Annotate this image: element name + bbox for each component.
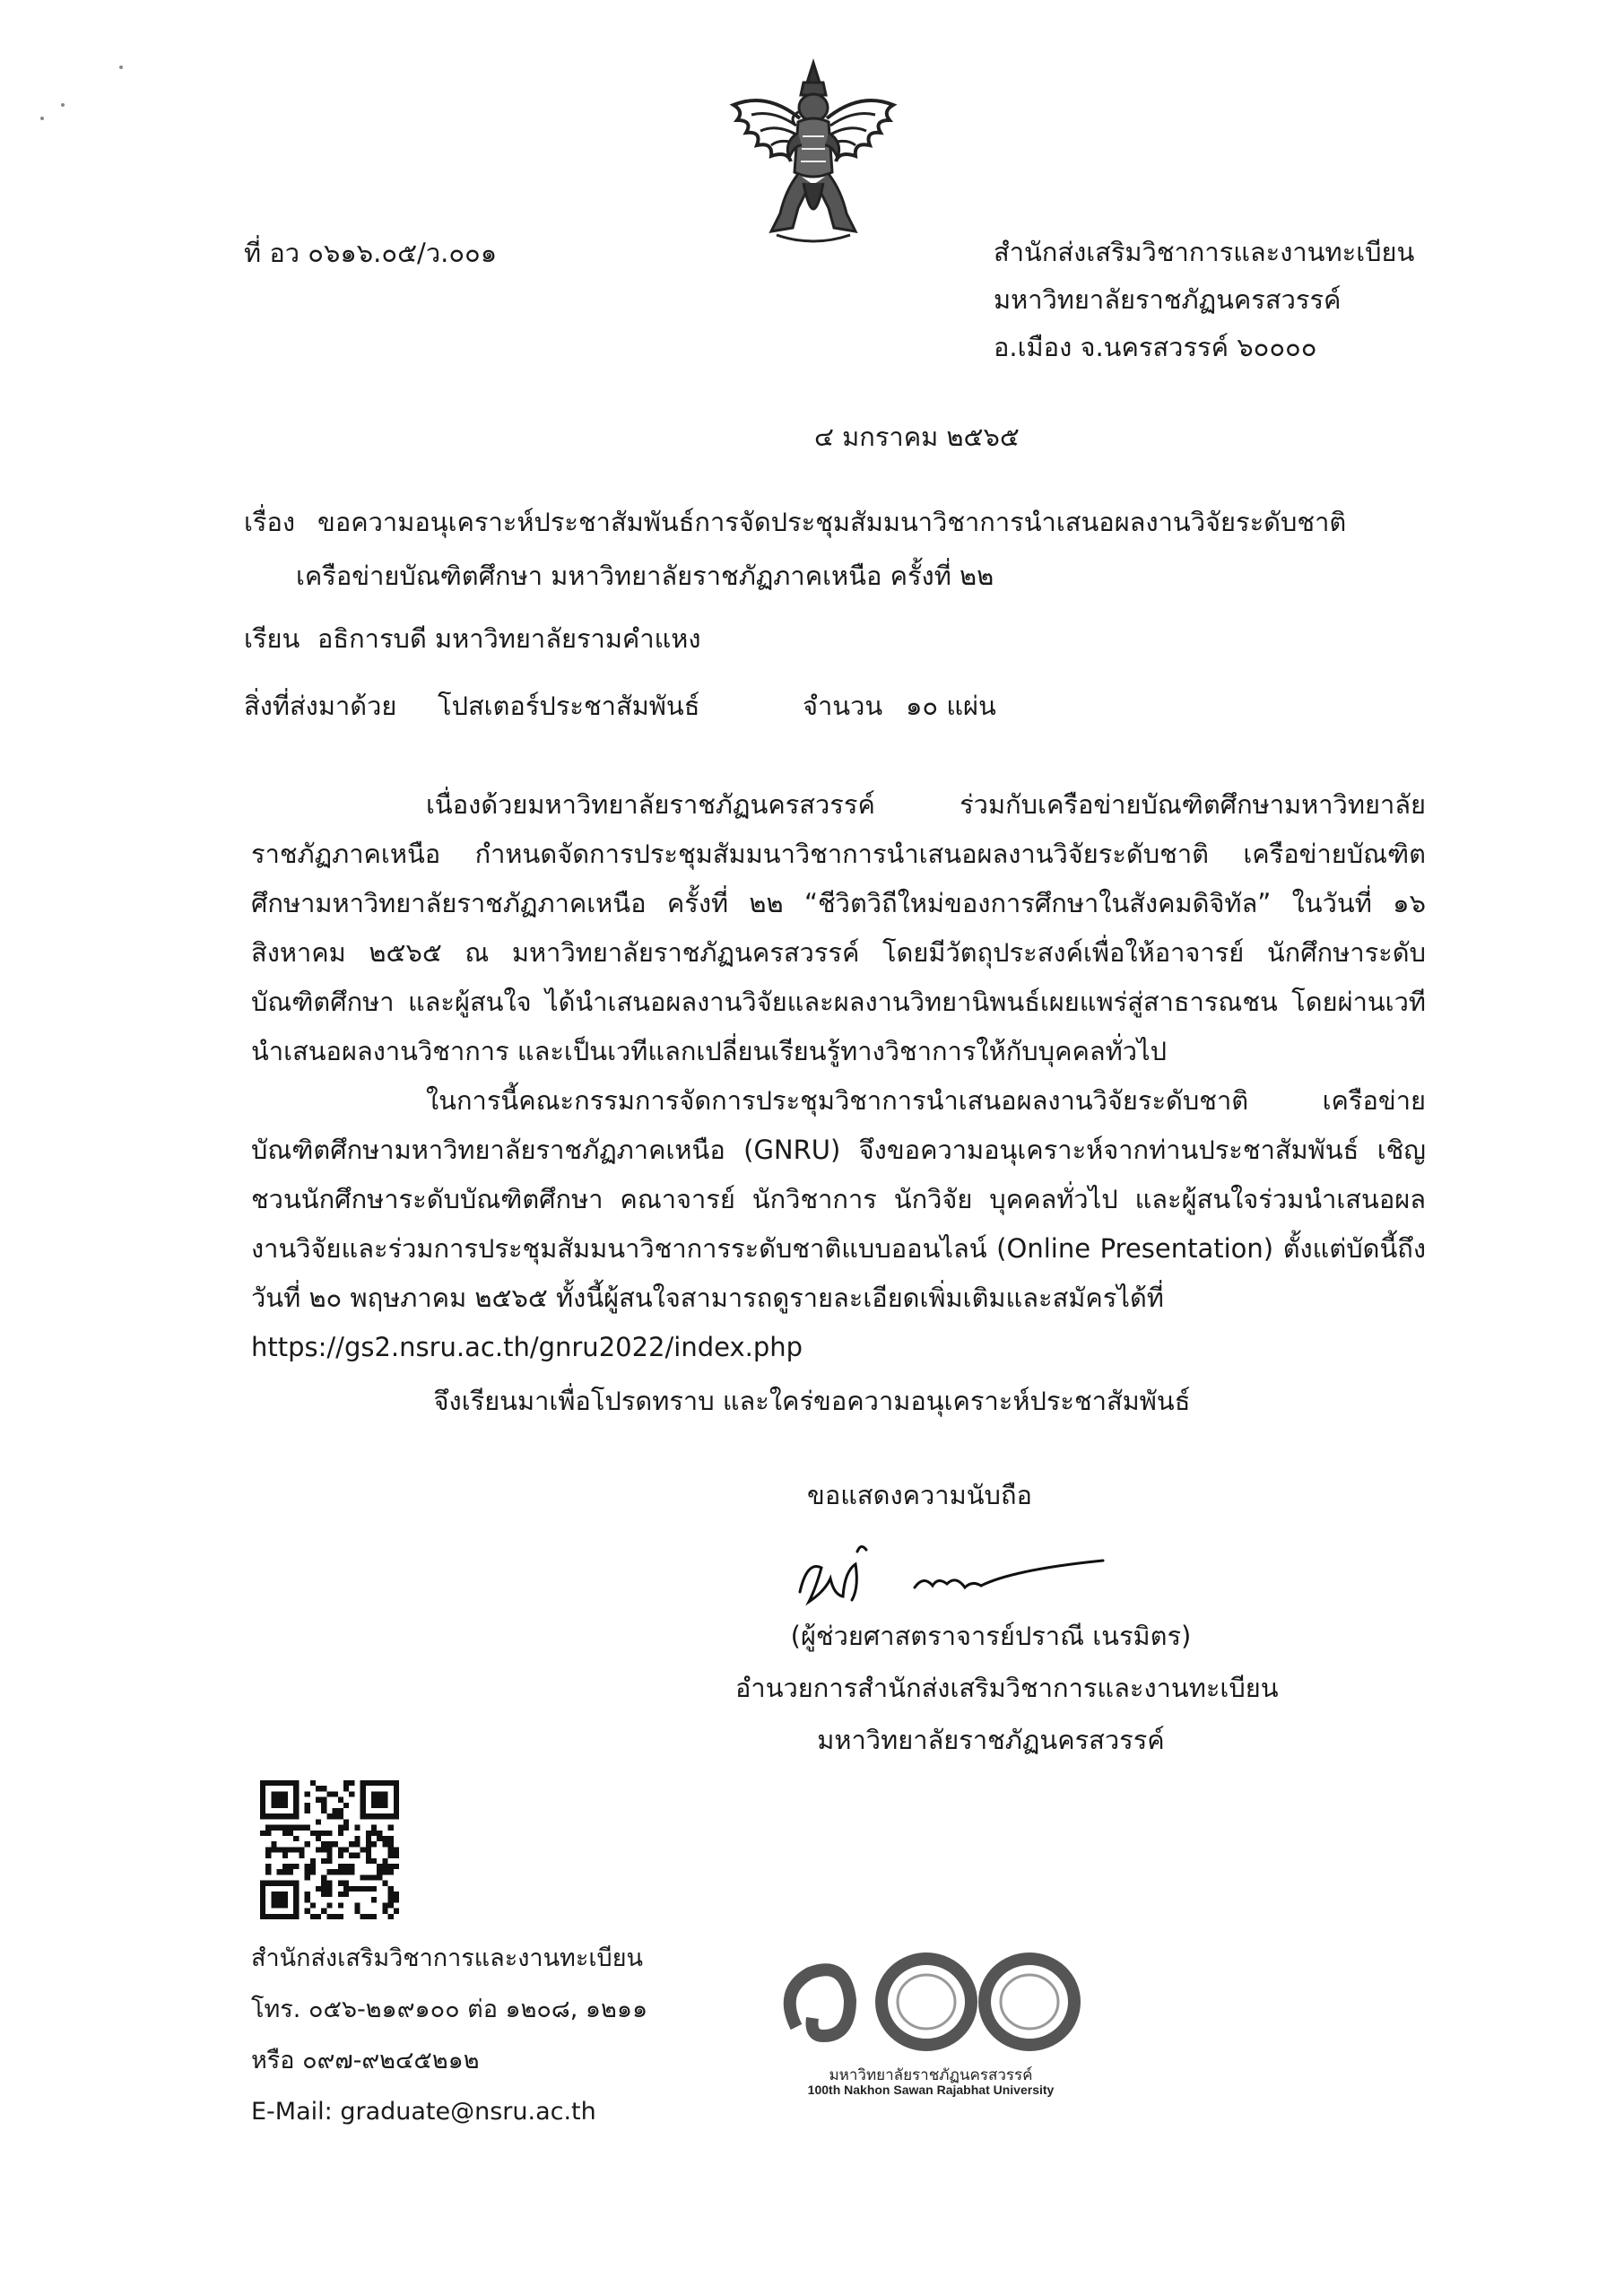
- subject-line-1: ขอความอนุเคราะห์ประชาสัมพันธ์การจัดประชุมสัมมนาวิชาการนำเสนอผลงานวิจัยระดับชาติ: [317, 507, 1347, 537]
- enclosure-count: ๑๐ แผ่น: [906, 691, 996, 721]
- enclosure-value: โปสเตอร์ประชาสัมพันธ์: [438, 691, 700, 721]
- body-paragraph-2: ในการนี้คณะกรรมการจัดการประชุมวิชาการนำเสนอผลงานวิจัยระดับชาติ เครือข่ายบัณฑิตศึกษามหาวิทยาลัยราชภัฏภาคเหนือ (GNRU) จึงขอความอนุเคราะห์จากท่านประชาสัมพันธ์ เชิญชวนนักศึกษาระดับบัณฑิตศึกษา คณาจารย์ นักวิชาการ นักวิจัย บุคคลทั่วไป และผู้สนใจร่วมนำเสนอผลงานวิจัยและร่วมการประชุมสัมมนาวิชาการระดับชาติแบบออนไลน์ (Online Presentation) ตั้งแต่บัดนี้ถึงวันที่ ๒๐ พฤษภาคม ๒๕๖๕ ทั้งนี้ผู้สนใจสามารถดูรายละเอียดเพิ่มเติมและสมัครได้ที่: [251, 1085, 1426, 1313]
- contact-email[interactable]: E-Mail: graduate@nsru.ac.th: [251, 2098, 596, 2126]
- office-line: สำนักส่งเสริมวิชาการและงานทะเบียน: [994, 237, 1415, 267]
- office-line: อ.เมือง จ.นครสวรรค์ ๖๐๐๐๐: [994, 332, 1317, 362]
- regards-text: ขอแสดงความนับถือ: [807, 1480, 1032, 1510]
- body-paragraph-1: เนื่องด้วยมหาวิทยาลัยราชภัฏนครสวรรค์ ร่วมกับเครือข่ายบัณฑิตศึกษามหาวิทยาลัยราชภัฏภาคเหนือ กำหนดจัดการประชุมสัมมนาวิชาการนำเสนอผลงานวิจัยระดับชาติ เครือข่ายบัณฑิตศึกษามหาวิทยาลัยราชภัฏภาคเหนือ ครั้งที่ ๒๒ “ชีวิตวิถีใหม่ของการศึกษาในสังคมดิจิทัล” ในวันที่ ๑๖ สิงหาคม ๒๕๖๕ ณ มหาวิทยาลัยราชภัฏนครสวรรค์ โดยมีวัตถุประสงค์เพื่อให้อาจารย์ นักศึกษาระดับบัณฑิตศึกษา และผู้สนใจ ได้นำเสนอผลงานวิจัยและผลงานวิทยานิพนธ์เผยแพร่สู่สาธารณชน โดยผ่านเวทีนำเสนอผลงานวิชาการ และเป็นเวทีแลกเปลี่ยนเรียนรู้ทางวิชาการให้กับบุคคลทั่วไป: [251, 789, 1426, 1066]
- signer-position: อำนวยการสำนักส่งเสริมวิชาการและงานทะเบียน: [735, 1673, 1279, 1703]
- closing-sentence: จึงเรียนมาเพื่อโปรดทราบ และใคร่ขอความอนุเคราะห์ประชาสัมพันธ์: [433, 1386, 1191, 1416]
- enclosure-count-label: จำนวน: [803, 691, 883, 721]
- sender-office-address: [994, 229, 1414, 371]
- registration-link[interactable]: https://gs2.nsru.ac.th/gnru2022/index.php: [251, 1332, 803, 1362]
- enclosure-label: สิ่งที่ส่งมาด้วย: [244, 691, 397, 721]
- signer-name: (ผู้ช่วยศาสตราจารย์ปราณี เนรมิตร): [790, 1621, 1192, 1651]
- scan-speck: [119, 65, 123, 69]
- scan-speck: [40, 117, 44, 120]
- signer-block: [735, 1610, 1279, 1766]
- document-date: ๔ มกราคม ๒๕๖๕: [814, 422, 1020, 452]
- signer-organization: มหาวิทยาลัยราชภัฏนครสวรรค์: [817, 1725, 1165, 1755]
- office-line: มหาวิทยาลัยราชภัฏนครสวรรค์: [994, 284, 1342, 315]
- contact-block: [251, 1933, 647, 2137]
- recipient-value: อธิการบดี มหาวิทยาลัยรามคำแหง: [317, 623, 701, 654]
- anniversary-logo-english-name: 100th Nakhon Sawan Rajabhat University: [807, 2083, 1055, 2097]
- letter-body: [251, 780, 1426, 1372]
- contact-phone: โทร. ๐๕๖-๒๑๙๑๐๐ ต่อ ๑๒๐๘, ๑๒๑๑: [251, 1996, 648, 2023]
- document-ref-number: ที่ อว ๐๖๑๖.๐๕/ว.๐๐๑: [244, 238, 498, 268]
- contact-office: สำนักส่งเสริมวิชาการและงานทะเบียน: [251, 1944, 643, 1972]
- recipient-label: เรียน: [244, 623, 300, 654]
- anniversary-logo-thai-name: มหาวิทยาลัยราชภัฏนครสวรรค์: [829, 2066, 1033, 2084]
- handwritten-signature: [789, 1525, 1112, 1614]
- scan-speck: [61, 103, 65, 107]
- garuda-emblem: [717, 56, 910, 248]
- subject-label: เรื่อง: [244, 507, 296, 537]
- qr-code[interactable]: [260, 1780, 399, 1919]
- contact-alt-phone: หรือ ๐๙๗-๙๒๔๕๒๑๒: [251, 2047, 480, 2074]
- subject-line-2: เครือข่ายบัณฑิตศึกษา มหาวิทยาลัยราชภัฏภาคเหนือ ครั้งที่ ๒๒: [296, 561, 994, 591]
